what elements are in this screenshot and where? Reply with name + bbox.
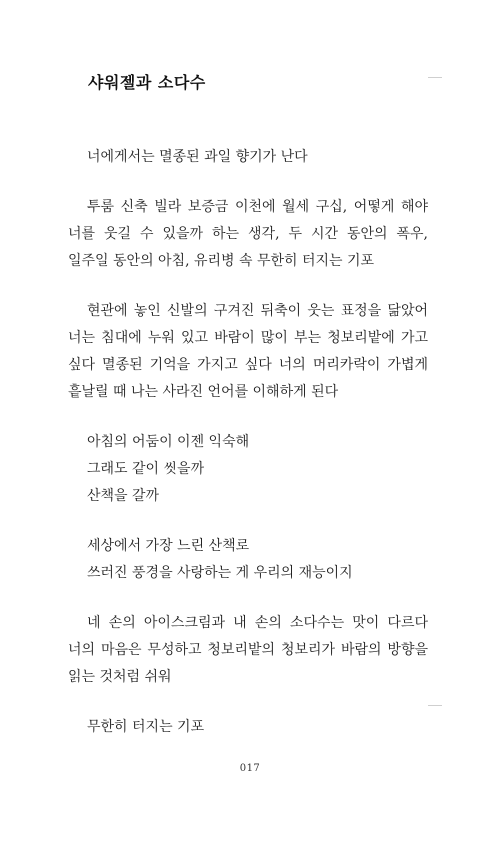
stanza-line: 쓰러진 풍경을 사랑하는 게 우리의 재능이지 [87, 565, 353, 581]
margin-mark-top [428, 77, 442, 78]
stanza-line: 그래도 같이 씻을까 [87, 461, 205, 477]
page-number: 017 [239, 763, 261, 774]
stanza-2 [68, 533, 428, 587]
prose-paragraph-1: 투룸 신축 빌라 보증금 이천에 월세 구십, 어떻게 해야 너를 웃길 수 있을까 하는 생각, 두 시간 동안의 폭우, 일주일 동안의 아침, 유리병 속 무한히 터지는 기포 [68, 199, 428, 269]
stanza-line: 아침의 어둠이 이젠 익숙해 [87, 434, 250, 450]
stanza-line: 세상에서 가장 느린 산책로 [87, 538, 250, 554]
poem-line-closing: 무한히 터지는 기포 [87, 719, 205, 735]
stanza-1 [68, 429, 428, 510]
poem-title: 샤워젤과 소다수 [88, 73, 206, 92]
poem-body [68, 144, 428, 764]
prose-paragraph-2: 현관에 놓인 신발의 구겨진 뒤축이 웃는 표정을 닮았어 너는 침대에 누워 있고 바람이 많이 부는 청보리밭에 가고 싶다 멸종된 기억을 가지고 싶다 너의 머리카락이 가볍게 흩날릴 때 나는 사라진 언어를 이해하게 된다 [68, 303, 428, 400]
poem-line-opening: 너에게서는 멸종된 과일 향기가 난다 [87, 149, 308, 165]
stanza-line: 산책을 갈까 [87, 488, 160, 504]
prose-paragraph-3: 네 손의 아이스크림과 내 손의 소다수는 맛이 다르다 너의 마음은 무성하고 청보리밭의 청보리가 바람의 방향을 읽는 것처럼 쉬워 [68, 615, 428, 685]
margin-mark-bottom [428, 705, 442, 706]
